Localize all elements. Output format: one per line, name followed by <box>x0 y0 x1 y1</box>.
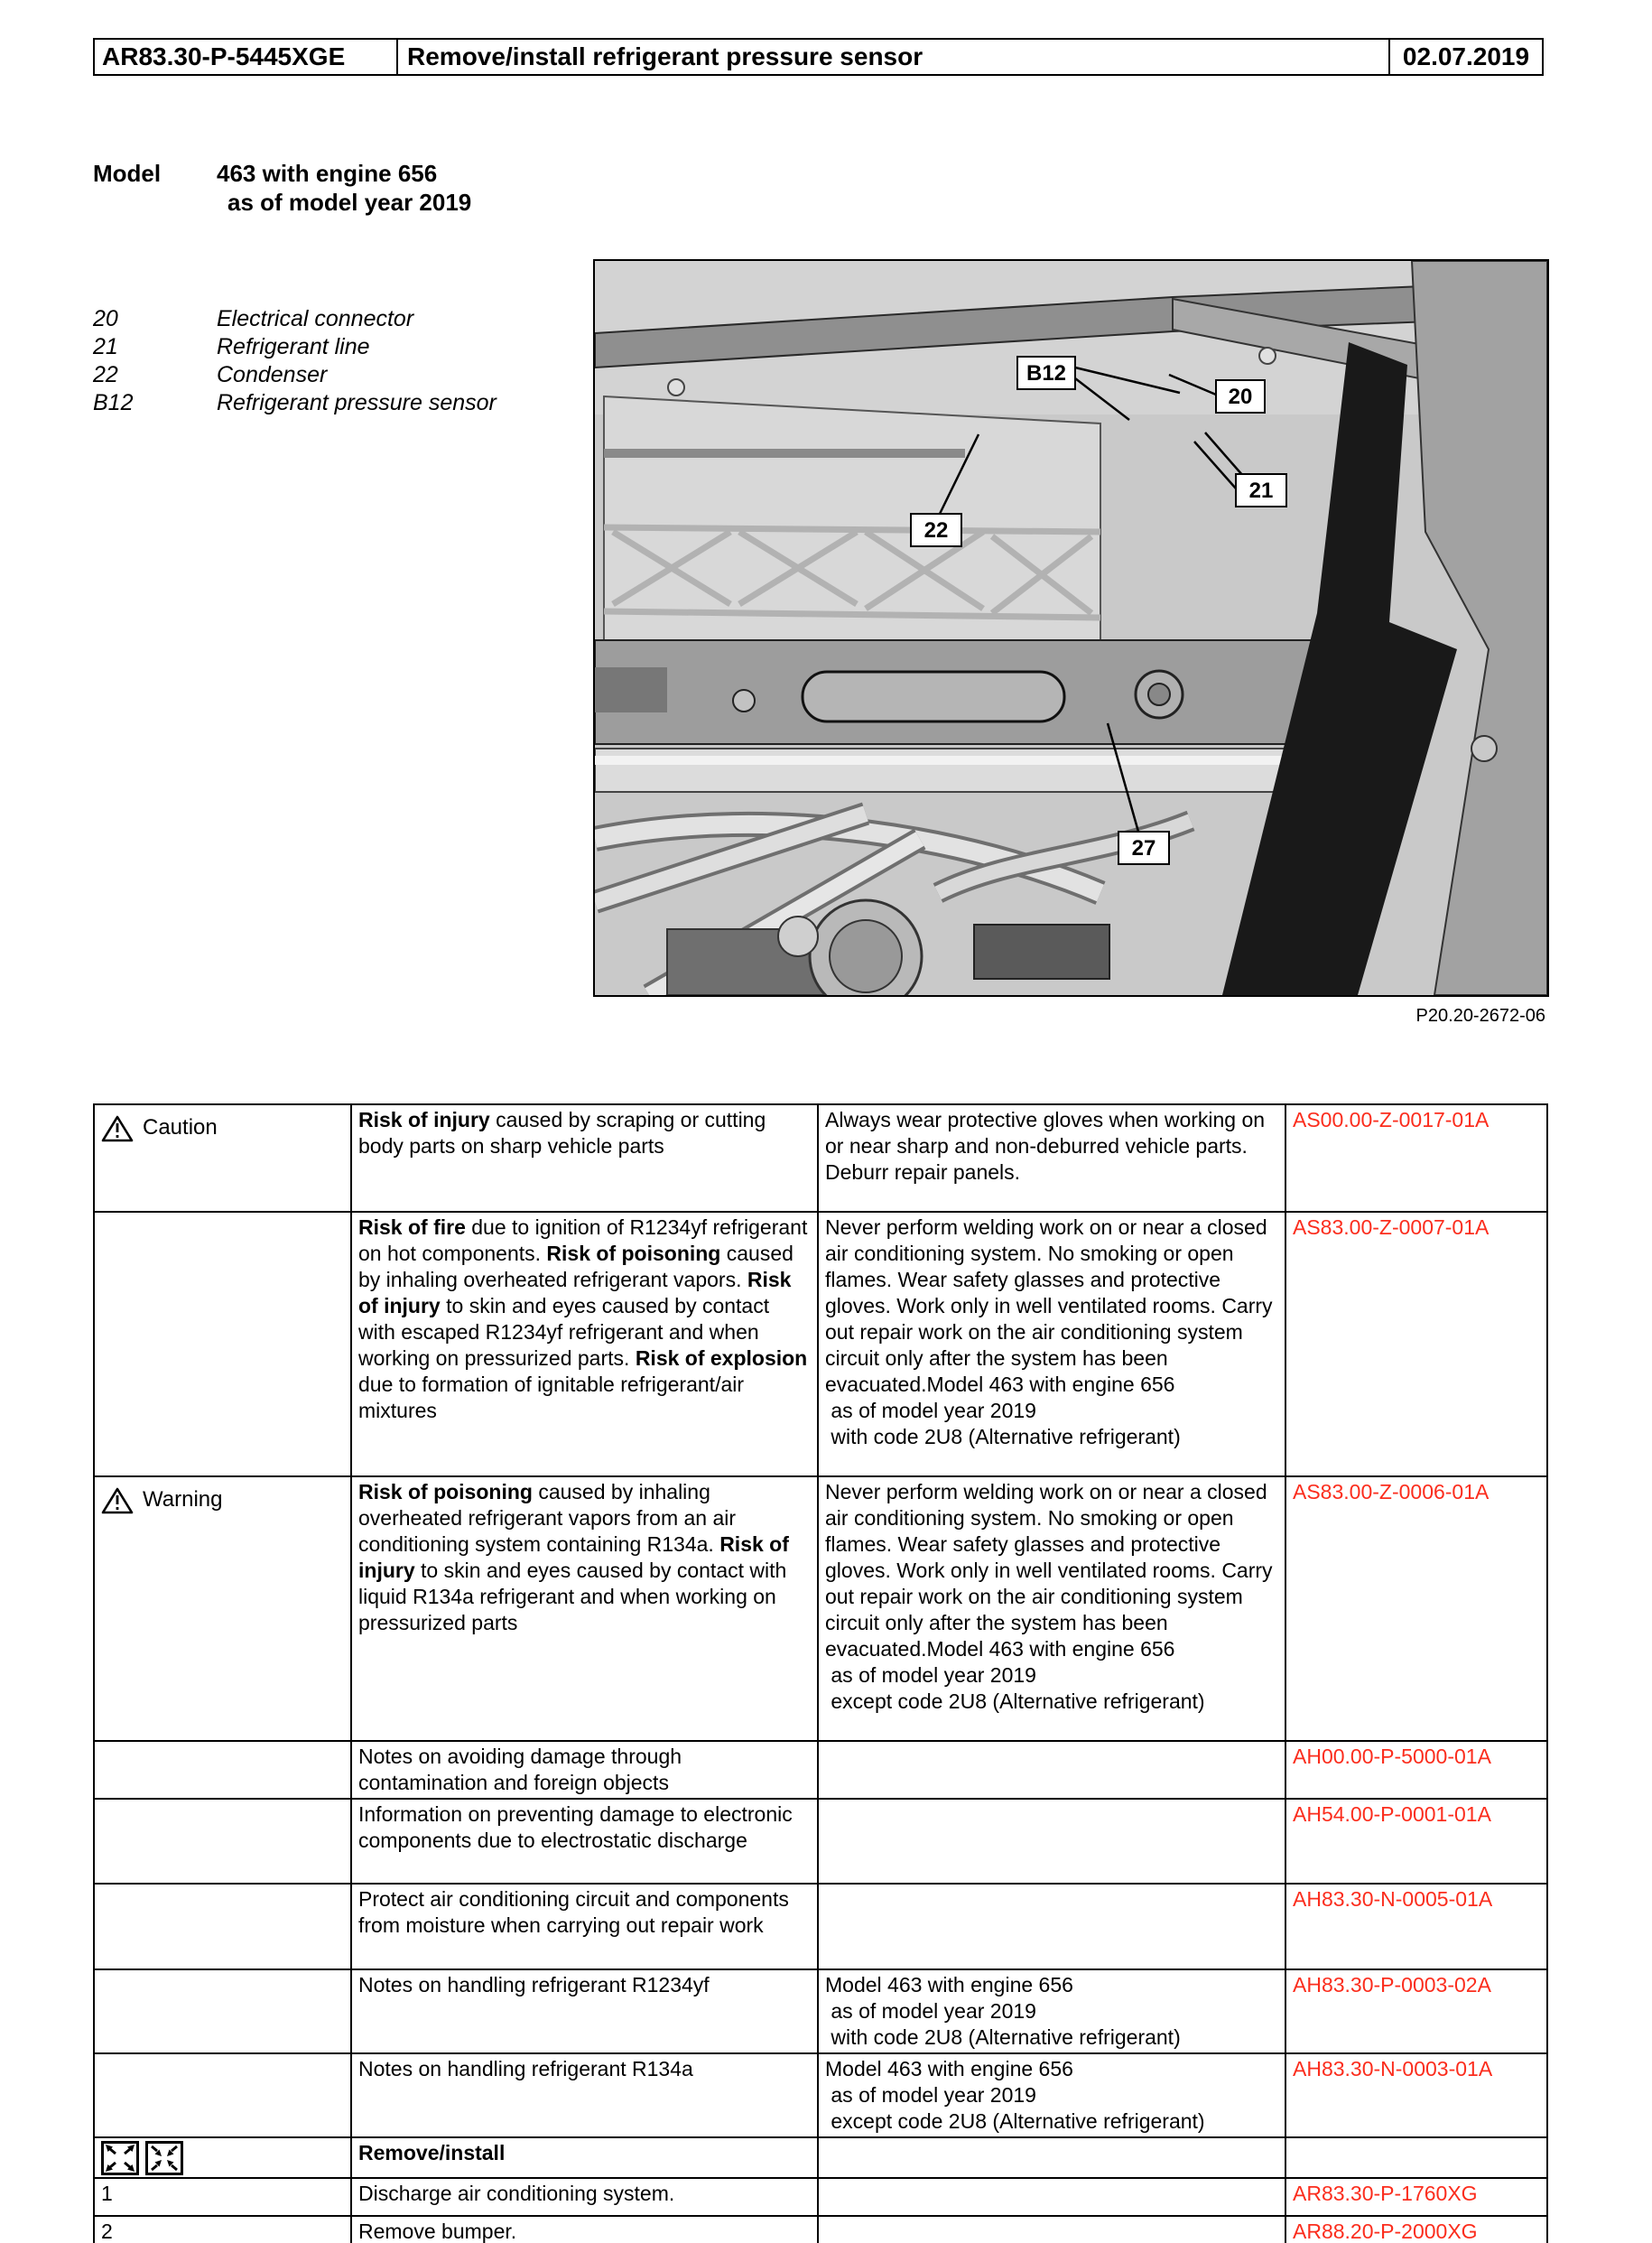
risk-cell: Discharge air conditioning system. <box>351 2178 818 2216</box>
sign-cell <box>94 1212 351 1476</box>
safety-measure-text: as of model year 2019 <box>825 1399 1036 1422</box>
legend-item <box>93 361 497 389</box>
measures-cell <box>818 2137 1285 2178</box>
risk-cell: Risk of injury caused by scraping or cutting body parts on sharp vehicle parts <box>351 1104 818 1212</box>
measures-cell <box>818 1476 1285 1741</box>
safety-measure-text: with code 2U8 (Alternative refrigerant) <box>825 2025 1181 2049</box>
measures-cell <box>818 1104 1285 1212</box>
risk-bold-text: Risk of injury <box>358 1108 490 1131</box>
code-cell <box>1285 1104 1547 1212</box>
figure-legend <box>93 305 497 417</box>
legend-label: Electrical connector <box>217 306 414 331</box>
caution-label: Caution <box>143 1115 218 1140</box>
document-code-link[interactable]: AH83.30-P-0003-02A <box>1293 1973 1491 1996</box>
safety-measure-text: Model 463 with engine 656 <box>825 1973 1073 1996</box>
code-cell <box>1285 2137 1547 2178</box>
risk-cell: Notes on handling refrigerant R134a <box>351 2053 818 2137</box>
risk-bold-text: Risk of injury <box>358 1268 792 1317</box>
document-date: 02.07.2019 <box>1402 42 1530 70</box>
code-cell <box>1285 1799 1547 1884</box>
table-row <box>94 1799 1547 1884</box>
table-row <box>94 1476 1547 1741</box>
legend-key: 21 <box>93 334 118 359</box>
engine-bay-drawing <box>595 261 1547 995</box>
risk-cell: Risk of fire due to ignition of R1234yf refrigerant on hot components. Risk of poisoning caused by inhaling overheated refrigerant vapors. Risk of injury to skin and eyes caused by contact with escaped R1234yf refrigerant and when working on pressurized parts. Risk of explosion due to formation of ignitable refrigerant/air mixtures <box>351 1212 818 1476</box>
code-cell <box>1285 2178 1547 2216</box>
table-row <box>94 1969 1547 2053</box>
code-cell <box>1285 1476 1547 1741</box>
document-code-link[interactable]: AH54.00-P-0001-01A <box>1293 1802 1491 1826</box>
remove-icon <box>101 2141 139 2175</box>
code-cell <box>1285 2216 1547 2243</box>
legend-key: 20 <box>93 306 118 331</box>
measures-cell <box>818 1799 1285 1884</box>
safety-measure-text: Always wear protective gloves when working on or near sharp and non-deburred vehicle parts. <box>825 1108 1271 1158</box>
svg-text:22: 22 <box>923 518 949 543</box>
sign-cell <box>94 1741 351 1799</box>
legend-item <box>93 305 497 333</box>
risk-bold-text: Remove/install <box>358 2141 506 2164</box>
safety-measure-text: Deburr repair panels. <box>825 1160 1021 1184</box>
safety-table <box>93 1103 1548 2243</box>
document-code-link[interactable]: AS83.00-Z-0007-01A <box>1293 1215 1490 1239</box>
legend-label: Condenser <box>217 362 328 387</box>
measures-cell <box>818 2053 1285 2137</box>
risk-cell: Risk of poisoning caused by inhaling overheated refrigerant vapors from an air conditioning system containing R134a. Risk of injury to skin and eyes caused by contact with liquid R134a refrigerant and when working on pressurized parts <box>351 1476 818 1741</box>
table-row <box>94 2216 1547 2243</box>
code-cell <box>1285 2053 1547 2137</box>
technical-illustration <box>593 259 1549 997</box>
document-code-link[interactable]: AH83.30-N-0003-01A <box>1293 2057 1493 2080</box>
document-header <box>93 38 1544 76</box>
sign-cell <box>94 1799 351 1884</box>
model-value-line1: 463 with engine 656 <box>217 160 438 187</box>
sign-cell <box>94 2216 351 2243</box>
risk-bold-text: Risk of poisoning <box>546 1242 721 1265</box>
legend-key: B12 <box>93 390 134 415</box>
figure-caption: P20.20-2672-06 <box>1415 1006 1545 1026</box>
svg-text:21: 21 <box>1248 479 1274 503</box>
safety-measure-text: as of model year 2019 <box>825 1999 1036 2023</box>
table-row <box>94 1741 1547 1799</box>
page-title: Remove/install refrigerant pressure sensor <box>398 40 1390 74</box>
risk-cell <box>351 2137 818 2178</box>
risk-bold-text: Risk of injury <box>358 1532 789 1582</box>
svg-text:20: 20 <box>1228 385 1253 409</box>
legend-item <box>93 389 497 417</box>
legend-label: Refrigerant line <box>217 334 370 359</box>
document-code-link[interactable]: AR83.30-P-1760XG <box>1293 2182 1478 2205</box>
warning-triangle-icon <box>101 1486 134 1515</box>
table-row <box>94 1884 1547 1969</box>
document-code-link[interactable]: AR88.20-P-2000XG <box>1293 2220 1478 2243</box>
sign-cell <box>94 2053 351 2137</box>
code-cell <box>1285 1884 1547 1969</box>
safety-measure-text: except code 2U8 (Alternative refrigerant) <box>825 2109 1205 2133</box>
measures-cell <box>818 2178 1285 2216</box>
risk-bold-text: Risk of explosion <box>635 1346 808 1370</box>
caution-triangle-icon <box>101 1114 134 1143</box>
sign-cell <box>94 1104 351 1212</box>
safety-measure-text: Never perform welding work on or near a closed air conditioning system. No smoking or open flames. Wear safety glasses and protective gloves. Work only in well ventilated rooms. Carry out repair work on the air conditioning system circuit only after the system has been evacuated.Model 463 with engine 656 <box>825 1215 1278 1396</box>
risk-cell: Notes on avoiding damage through contamination and foreign objects <box>351 1741 818 1799</box>
code-cell <box>1285 1741 1547 1799</box>
model-value-line2: as of model year 2019 <box>227 189 472 216</box>
risk-cell: Information on preventing damage to electronic components due to electrostatic discharge <box>351 1799 818 1884</box>
svg-text:B12: B12 <box>1026 361 1067 386</box>
table-row <box>94 2178 1547 2216</box>
safety-measure-text: as of model year 2019 <box>825 2083 1036 2107</box>
table-row <box>94 2053 1547 2137</box>
risk-cell: Notes on handling refrigerant R1234yf <box>351 1969 818 2053</box>
measures-cell <box>818 1969 1285 2053</box>
safety-measure-text: with code 2U8 (Alternative refrigerant) <box>825 1425 1181 1448</box>
document-code-link[interactable]: AS83.00-Z-0006-01A <box>1293 1480 1490 1503</box>
legend-item <box>93 333 497 361</box>
sign-cell <box>94 1884 351 1969</box>
legend-label: Refrigerant pressure sensor <box>217 390 497 415</box>
install-icon <box>145 2141 183 2175</box>
warning-label: Warning <box>143 1487 223 1512</box>
safety-measure-text: Never perform welding work on or near a closed air conditioning system. No smoking or open flames. Wear safety glasses and protective gloves. Work only in well ventilated rooms. Carry out repair work on the air conditioning system circuit only after the system has been evacuated.Model 463 with engine 656 <box>825 1480 1278 1661</box>
risk-bold-text: Risk of fire <box>358 1215 466 1239</box>
sign-cell <box>94 1969 351 2053</box>
code-cell <box>1285 1969 1547 2053</box>
document-code-link[interactable]: AS00.00-Z-0017-01A <box>1293 1108 1490 1131</box>
table-row <box>94 1212 1547 1476</box>
measures-cell <box>818 1212 1285 1476</box>
table-row <box>94 1104 1547 1212</box>
measures-cell <box>818 2216 1285 2243</box>
document-code-link[interactable]: AH83.30-N-0005-01A <box>1293 1887 1493 1911</box>
safety-measure-text: as of model year 2019 <box>825 1663 1036 1687</box>
measures-cell <box>818 1884 1285 1969</box>
document-number: AR83.30-P-5445XGE <box>95 40 398 74</box>
step-number: 2 <box>101 2220 113 2243</box>
sign-cell <box>94 2137 351 2178</box>
step-number: 1 <box>101 2182 113 2205</box>
legend-key: 22 <box>93 362 118 387</box>
risk-cell: Protect air conditioning circuit and components from moisture when carrying out repair work <box>351 1884 818 1969</box>
safety-table-body <box>94 1104 1547 2243</box>
model-block <box>93 159 471 217</box>
code-cell <box>1285 1212 1547 1476</box>
table-row <box>94 2137 1547 2178</box>
risk-cell: Remove bumper. <box>351 2216 818 2243</box>
model-label: Model <box>93 160 162 187</box>
document-code-link[interactable]: AH00.00-P-5000-01A <box>1293 1745 1491 1768</box>
risk-bold-text: Risk of poisoning <box>358 1480 533 1503</box>
sign-cell <box>94 2178 351 2216</box>
safety-measure-text: except code 2U8 (Alternative refrigerant) <box>825 1689 1205 1713</box>
safety-measure-text: Model 463 with engine 656 <box>825 2057 1073 2080</box>
measures-cell <box>818 1741 1285 1799</box>
sign-cell <box>94 1476 351 1741</box>
svg-text:27: 27 <box>1131 836 1156 861</box>
